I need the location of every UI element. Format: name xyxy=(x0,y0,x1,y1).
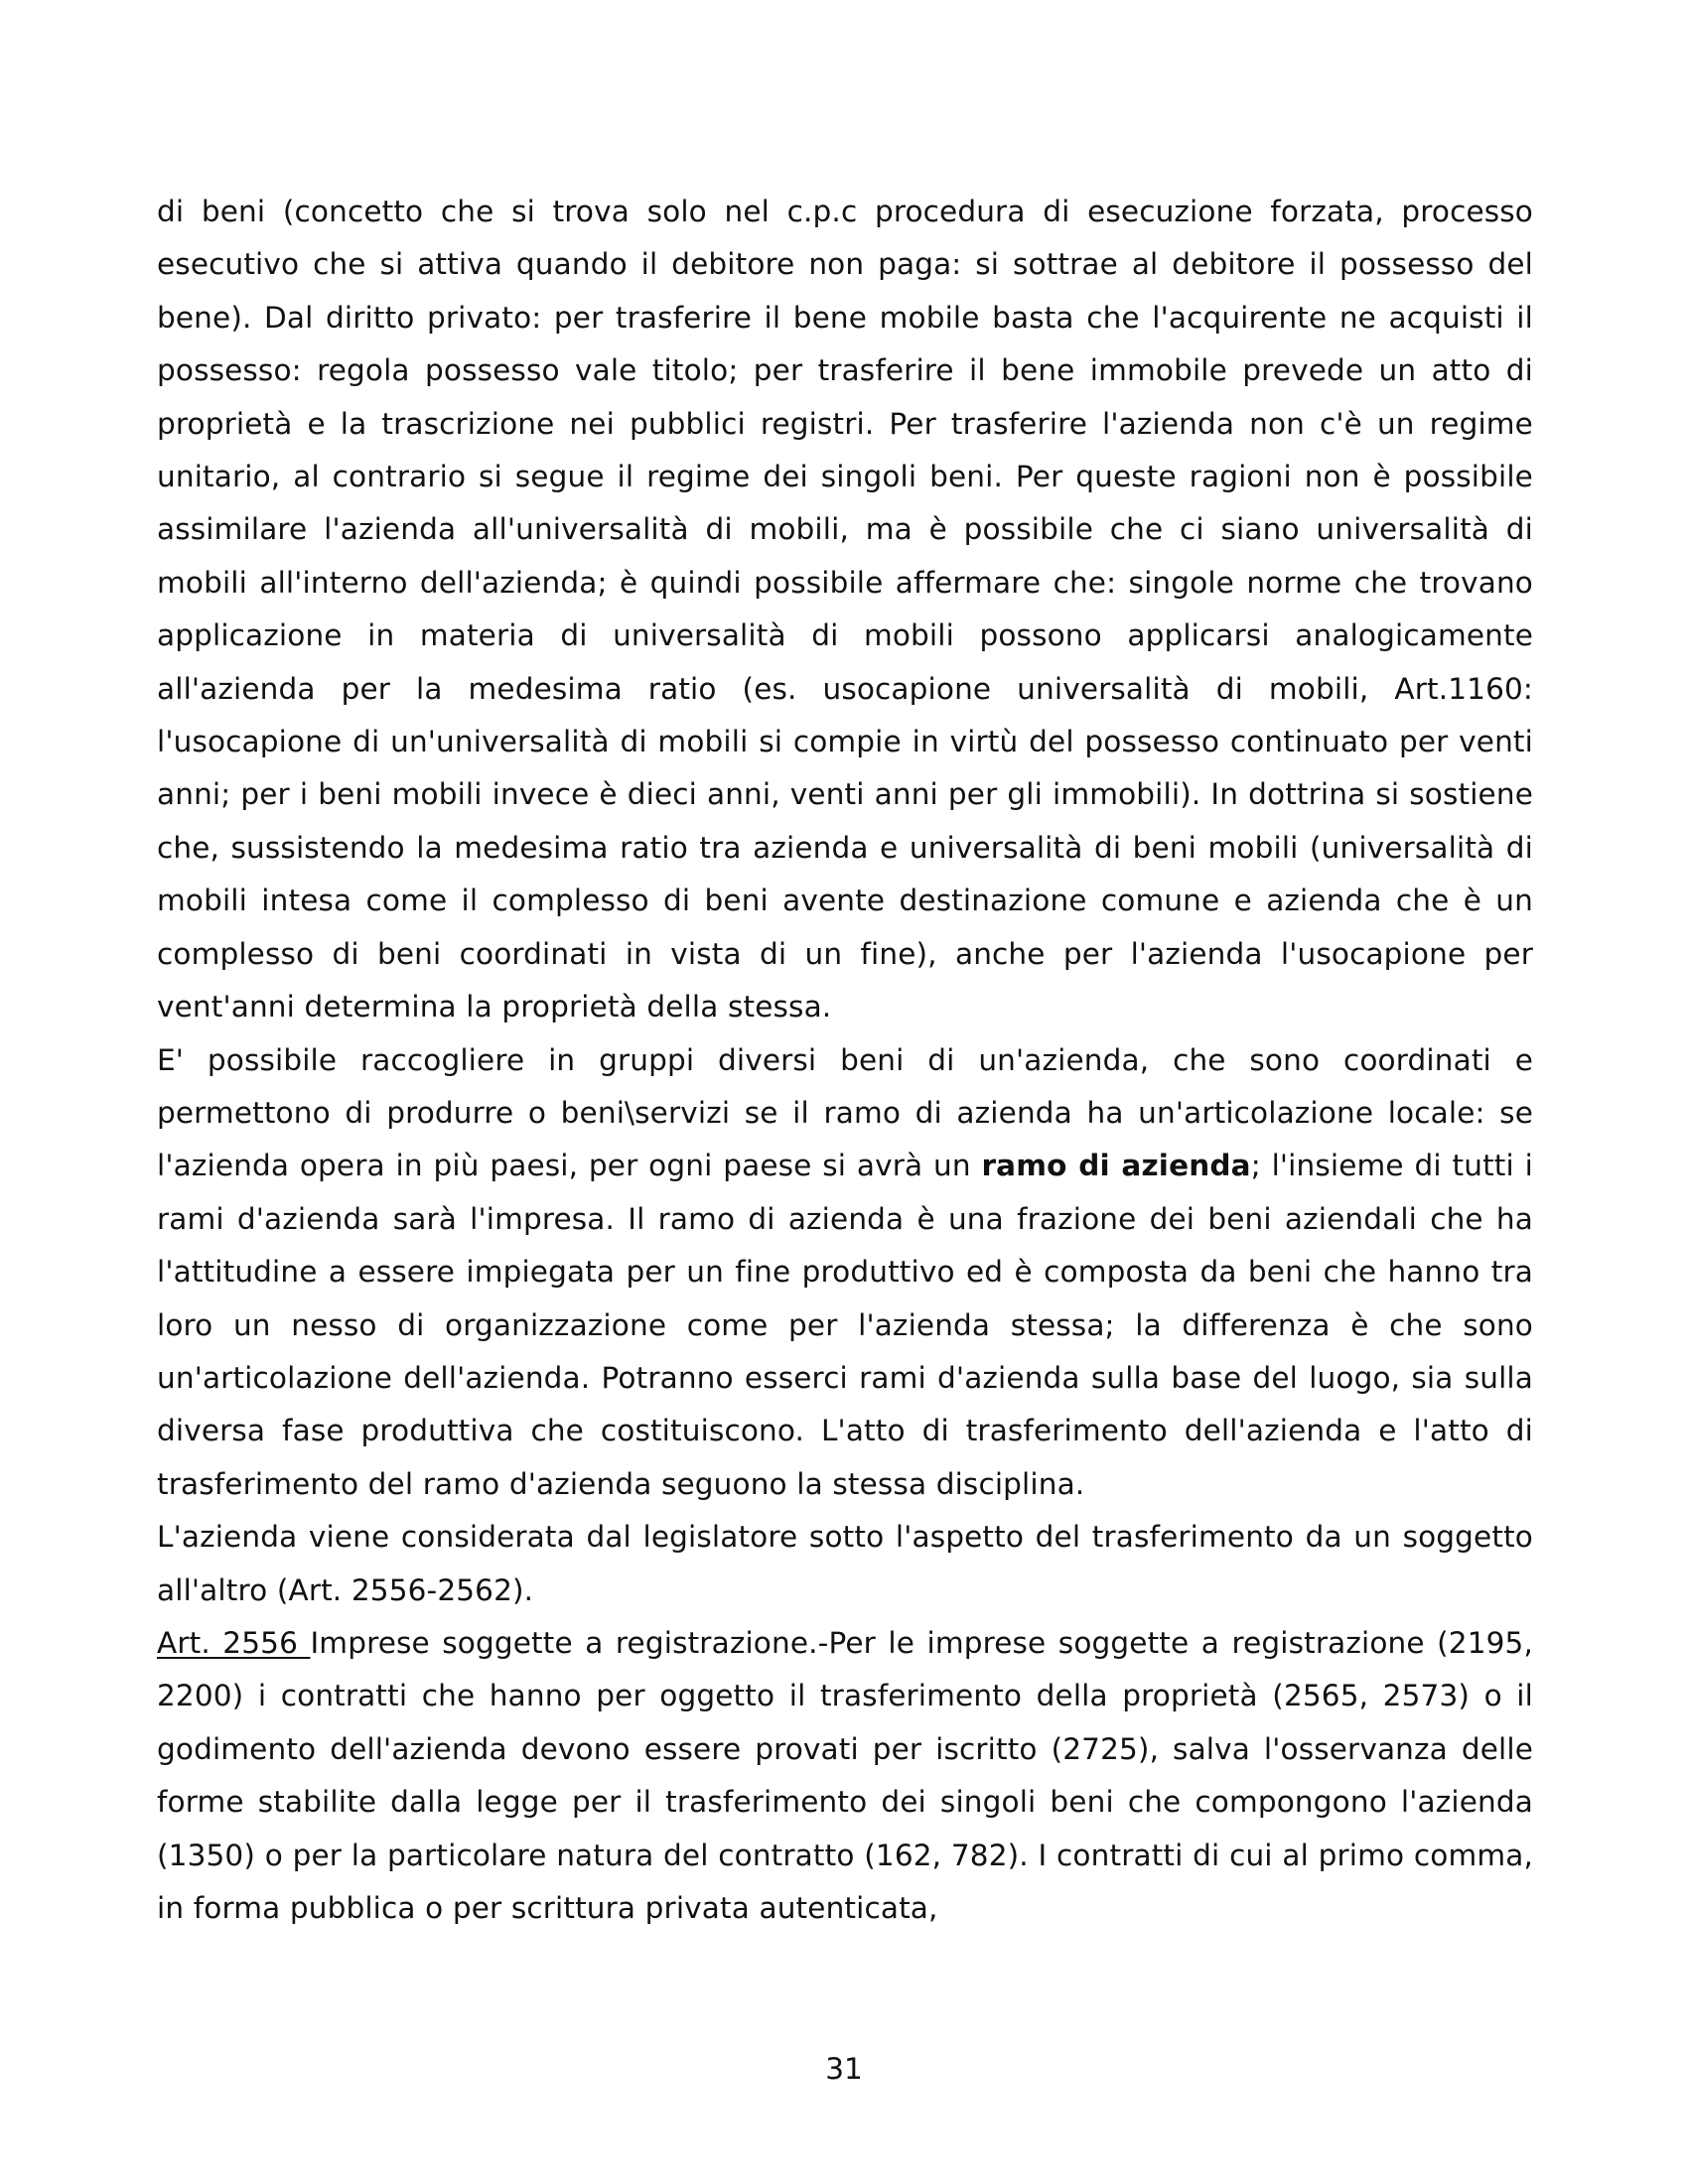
article-text: Imprese soggette a registrazione.-Per le imprese soggette a registrazione (2195, 2200) i contratti che hanno per oggetto il trasferimento della proprietà (2565, 2573) o il godimento dell'azienda devono essere provati per iscritto (2725), salva l'osservanza delle forme stabilite dalla legge per il trasferimento dei singoli beni che compongono l'azienda (1350) o per la particolare natura del contratto (162, 782). I contratti di cui al primo comma, in forma pubblica o per scrittura privata autenticata, xyxy=(157,1625,1533,1925)
paragraph-ramo-di-azienda xyxy=(157,1034,1533,1512)
page-number: 31 xyxy=(825,2052,863,2086)
paragraph-trasferimento: L'azienda viene considerata dal legislatore sotto l'aspetto del trasferimento da un soggetto all'altro (Art. 2556-2562). xyxy=(157,1520,1533,1607)
paragraph-text: ; l'insieme di tutti i rami d'azienda sarà l'impresa. Il ramo di azienda è una frazione dei beni aziendali che ha l'attitudine a essere impiegata per un fine produttivo ed è composta da beni che hanno tra loro un nesso di organizzazione come per l'azienda stessa; la differenza è che sono un'articolazione dell'azienda. Potranno esserci rami d'azienda sulla base del luogo, sia sulla diversa fase produttiva che costituiscono. L'atto di trasferimento dell'azienda e l'atto di trasferimento del ramo d'azienda seguono la stessa disciplina. xyxy=(157,1149,1533,1501)
article-reference: Art. 2556 xyxy=(157,1625,311,1660)
paragraph-text: E' possibile raccogliere in gruppi diversi beni di un'azienda, che sono coordinati e permettono di produrre o beni\servizi se il ramo di azienda ha un'articolazione locale: se l'azienda opera in più paesi, per ogni paese si avrà un xyxy=(157,1042,1533,1183)
bold-term-ramo-di-azienda: ramo di azienda xyxy=(981,1149,1251,1183)
paragraph-art-2556 xyxy=(157,1617,1533,1935)
document-body xyxy=(157,186,1533,1935)
paragraph-universalita: di beni (concetto che si trova solo nel c.p.c procedura di esecuzione forzata, processo esecutivo che si attiva quando il debitore non paga: si sottrae al debitore il possesso del bene). Dal diritto privato: per trasferire il bene mobile basta che l'acquirente ne acquisti il possesso: regola possesso vale titolo; per trasferire il bene immobile prevede un atto di proprietà e la trascrizione nei pubblici registri. Per trasferire l'azienda non c'è un regime unitario, al contrario si segue il regime dei singoli beni. Per queste ragioni non è possibile assimilare l'azienda all'universalità di mobili, ma è possibile che ci siano universalità di mobili all'interno dell'azienda; è quindi possibile affermare che: singole norme che trovano applicazione in materia di universalità di mobili possono applicarsi analogicamente all'azienda per la medesima ratio (es. usocapione universalità di mobili, Art.1160: l'usocapione di un'universalità di mobili si compie in virtù del possesso continuato per venti anni; per i beni mobili invece è dieci anni, venti anni per gli immobili). In dottrina si sostiene che, sussistendo la medesima ratio tra azienda e universalità di beni mobili (universalità di mobili intesa come il complesso di beni avente destinazione comune e azienda che è un complesso di beni coordinati in vista di un fine), anche per l'azienda l'usocapione per vent'anni determina la proprietà della stessa. xyxy=(157,195,1533,1024)
